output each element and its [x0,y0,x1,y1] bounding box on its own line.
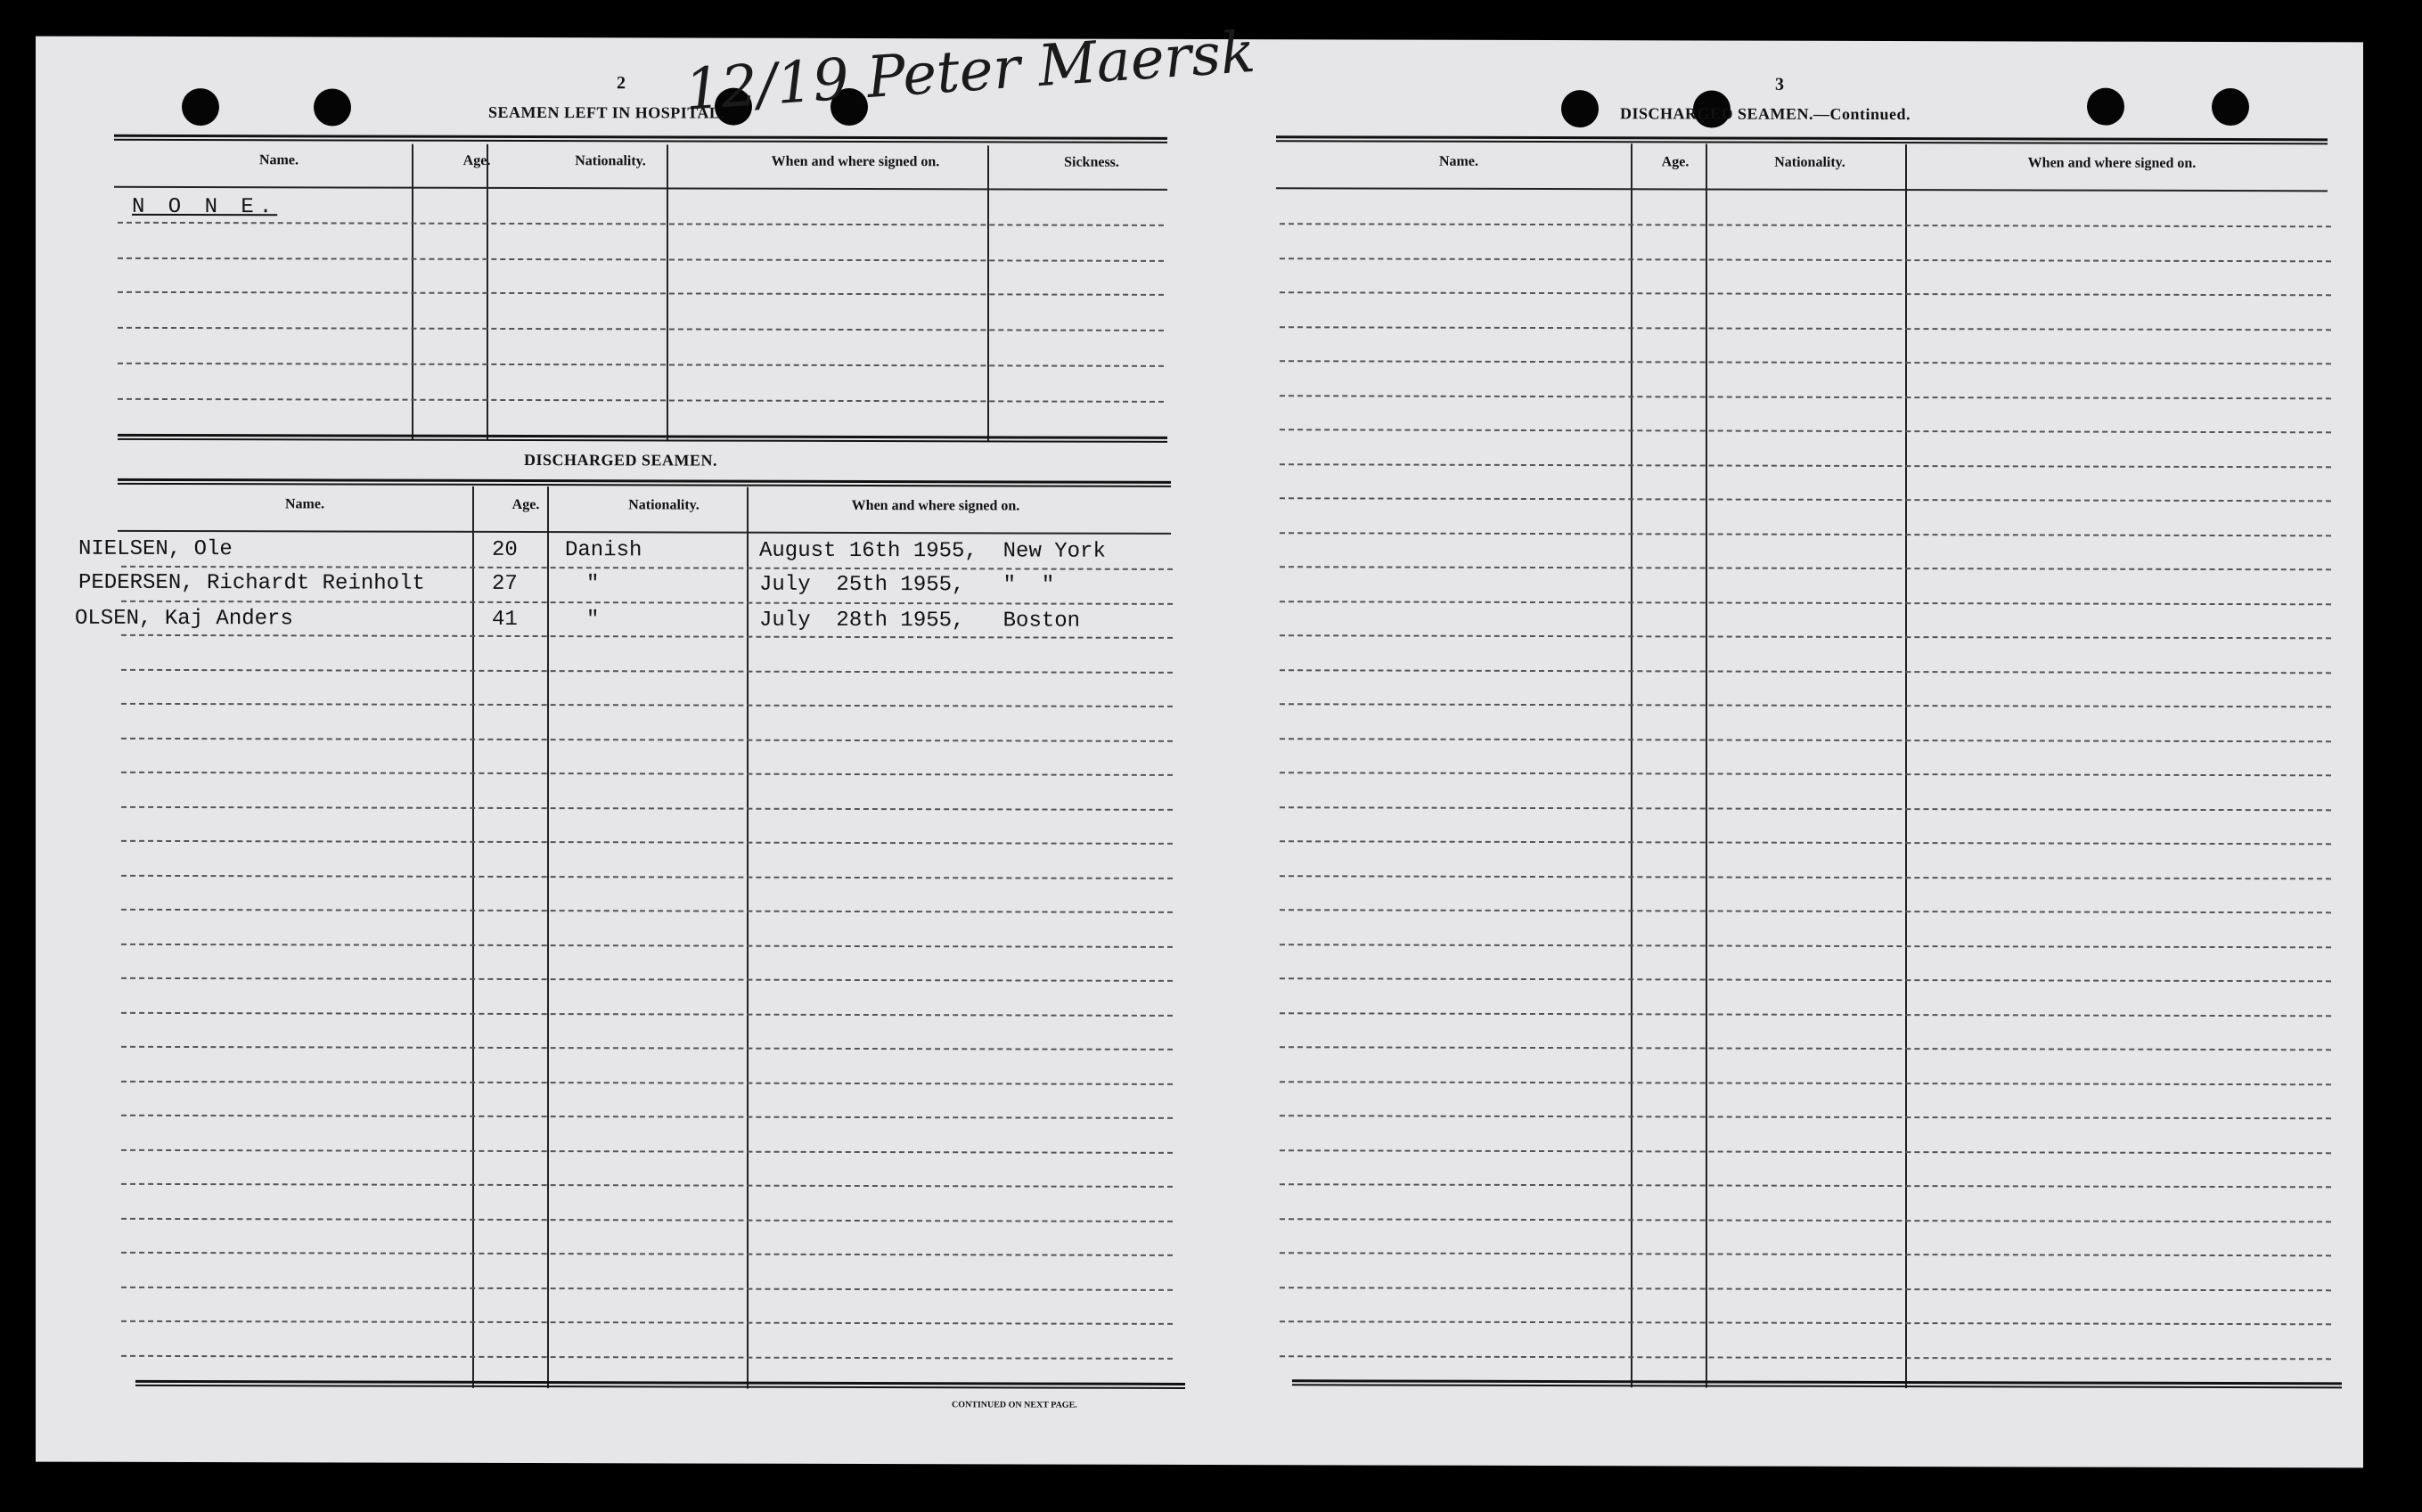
table-row [1280,738,2331,742]
table-row [1280,1287,2331,1291]
table-row [1280,772,2331,776]
table-row [121,1115,1173,1119]
table-row [121,874,1173,879]
table-row [1280,977,2331,982]
table-row [121,668,1173,673]
punch-hole [182,88,219,126]
table-row [1280,1149,2331,1154]
header-rule [1276,187,2328,192]
table-row [121,1148,1173,1153]
table-top-rule [114,135,1167,143]
table-bottom-rule [1292,1379,2342,1388]
table-row [121,805,1173,810]
table-row [118,291,1164,296]
table-row [1280,360,2331,364]
column-header-signed-on: When and where signed on. [2027,155,2197,171]
seaman-age: 41 [492,607,518,632]
table-top-rule [1276,135,2328,144]
column-divider [1706,143,1707,1387]
table-row [1280,1355,2331,1360]
table-row [1280,497,2331,502]
punch-hole [1561,90,1599,127]
table-row [1280,1012,2331,1017]
table-row [1280,223,2331,227]
column-header-name: Name. [259,152,299,168]
column-divider [1631,143,1632,1387]
seaman-name: OLSEN, Kaj Anders [75,606,293,632]
column-header-nationality: Nationality. [628,497,700,513]
table-row [121,634,1173,639]
table-row [1280,806,2331,811]
column-header-signed-on: When and where signed on. [771,153,940,170]
table-row [118,327,1164,331]
table-row [121,977,1173,982]
table-row [118,257,1164,262]
table-row [1280,257,2331,262]
table-row [121,1080,1173,1084]
seaman-signed-on: July 25th 1955, " " [759,572,1055,598]
table-row [1280,326,2331,331]
table-row [1280,1320,2331,1325]
table-row [121,1286,1173,1290]
column-header-nationality: Nationality. [1774,154,1845,170]
seaman-nationality: " [586,572,600,597]
table-row [121,1183,1173,1188]
column-header-name: Name. [285,496,324,512]
table-row [1280,944,2331,948]
section-title-discharged: DISCHARGED SEAMEN. [524,451,718,470]
table-row [121,840,1173,845]
column-header-signed-on: When and where signed on. [851,497,1020,514]
table-row [1280,532,2331,536]
table-row [1280,429,2331,433]
table-row [118,398,1164,403]
table-row [1280,840,2331,845]
table-row [121,943,1173,947]
table-row [1280,1252,2331,1256]
table-row [1280,463,2331,468]
table-row [121,737,1173,741]
header-rule [114,186,1167,191]
page-number: 2 [617,73,626,94]
table-row [121,703,1173,707]
column-header-sickness: Sickness. [1064,154,1119,170]
column-header-age: Age. [511,496,540,513]
punch-hole [2087,88,2124,126]
page-title: DISCHARGED SEAMEN.—Continued. [1620,104,1911,124]
table-row [121,1320,1173,1325]
handwritten-annotation: 12/19 Peter Maersk [683,19,1257,124]
column-header-age: Age. [1661,154,1690,170]
seaman-name: NIELSEN, Ole [78,536,233,562]
seaman-signed-on: August 16th 1955, New York [759,538,1106,564]
seaman-name: PEDERSEN, Richardt Reinholt [78,570,425,596]
seaman-nationality: " [586,608,600,633]
table-row [121,566,1173,570]
column-header-age: Age. [462,152,491,168]
table-row [1280,291,2331,296]
table-row [1280,1115,2331,1119]
table-row [1280,1081,2331,1085]
table-row [121,1217,1173,1222]
seaman-age: 27 [492,571,518,596]
seaman-signed-on: July 28th 1955, Boston [759,608,1081,633]
table-row [121,1354,1173,1359]
page-number: 3 [1775,74,1784,94]
table-row [1280,1218,2331,1222]
table-row [121,1252,1173,1256]
table-row [1280,909,2331,913]
column-header-nationality: Nationality. [575,153,646,169]
punch-hole [2212,88,2249,126]
column-divider [1905,144,1907,1388]
table-row [121,772,1173,776]
punch-hole [314,88,351,126]
table-row [1280,1046,2331,1050]
hospital-none-entry: N O N E. [132,194,278,220]
document-sheet [36,19,2363,1468]
continued-note: CONTINUED ON NEXT PAGE. [952,1400,1077,1410]
table-row [118,363,1164,367]
table-row [121,600,1173,604]
column-header-name: Name. [1439,153,1478,169]
table-row [1280,1183,2331,1188]
table-row [1280,875,2331,879]
table-row [118,222,1164,226]
table-row [1280,703,2331,707]
seaman-nationality: Danish [565,538,642,563]
page-title: SEAMEN LEFT IN HOSPITAL. [488,102,725,122]
table-row [1280,601,2331,605]
table-top-rule [118,478,1171,487]
header-rule [118,530,1171,535]
table-row [1280,634,2331,639]
table-row [121,1011,1173,1016]
table-row [121,909,1173,913]
table-row [1280,395,2331,399]
table-row [1280,566,2331,570]
seaman-age: 20 [492,537,518,562]
table-bottom-rule [118,434,1167,443]
table-row [121,1046,1173,1050]
table-bottom-rule [135,1380,1185,1389]
table-row [1280,669,2331,674]
